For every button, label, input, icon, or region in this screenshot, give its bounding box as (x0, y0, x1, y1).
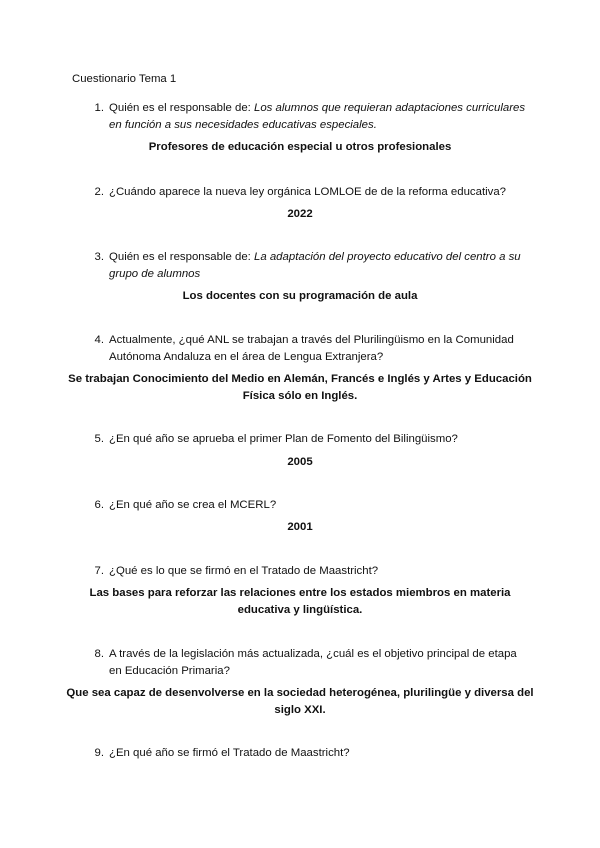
question-number: 4. (94, 334, 104, 346)
question-number: 5. (94, 433, 104, 445)
answer: 2001 (287, 521, 313, 533)
question-prefix: Quién es el responsable de: (109, 251, 255, 263)
question-number: 1. (94, 102, 104, 114)
question-text (109, 249, 529, 283)
answer: 2022 (287, 208, 313, 220)
question-number: 7. (94, 565, 104, 577)
question-emphasis: La adaptación del proyecto educativo del centro a su grupo de alumnos (109, 251, 521, 280)
question-text (109, 100, 529, 134)
question-text: ¿En qué año se crea el MCERL? (109, 499, 277, 511)
question-number: 9. (94, 747, 104, 759)
question-text: A través de la legislación más actualizada, ¿cuál es el objetivo principal de etapa en Educación Primaria? (109, 648, 517, 677)
page-title: Cuestionario Tema 1 (72, 73, 177, 85)
answer: Los docentes con su programación de aula (182, 290, 418, 302)
answer: 2005 (287, 456, 313, 468)
answer: Se trabajan Conocimiento del Medio en Alemán, Francés e Inglés y Artes y Educación Física sólo en Inglés. (68, 373, 532, 402)
answer: Profesores de educación especial u otros profesionales (148, 141, 452, 153)
question-number: 8. (94, 648, 104, 660)
question-text: ¿Cuándo aparece la nueva ley orgánica LOMLOE de de la reforma educativa? (109, 186, 507, 198)
answer: Las bases para reforzar las relaciones entre los estados miembros en materia educativa y lingüística. (89, 587, 511, 616)
question-text: Actualmente, ¿qué ANL se trabajan a través del Plurilingüismo en la Comunidad Autónoma Andaluza en el área de Lengua Extranjera? (109, 334, 514, 363)
question-emphasis: Los alumnos que requieran adaptaciones curriculares en función a sus necesidades educativas especiales. (109, 102, 526, 131)
question-number: 2. (94, 186, 104, 198)
question-text: ¿Qué es lo que se firmó en el Tratado de Maastricht? (109, 565, 379, 577)
question-number: 3. (94, 251, 104, 263)
answer: Que sea capaz de desenvolverse en la sociedad heterogénea, plurilingüe y diversa del siglo XXI. (66, 687, 534, 716)
question-prefix: Quién es el responsable de: (109, 102, 255, 114)
question-number: 6. (94, 499, 104, 511)
question-text: ¿En qué año se aprueba el primer Plan de Fomento del Bilingüismo? (109, 433, 458, 445)
question-text: ¿En qué año se firmó el Tratado de Maastricht? (109, 747, 350, 759)
